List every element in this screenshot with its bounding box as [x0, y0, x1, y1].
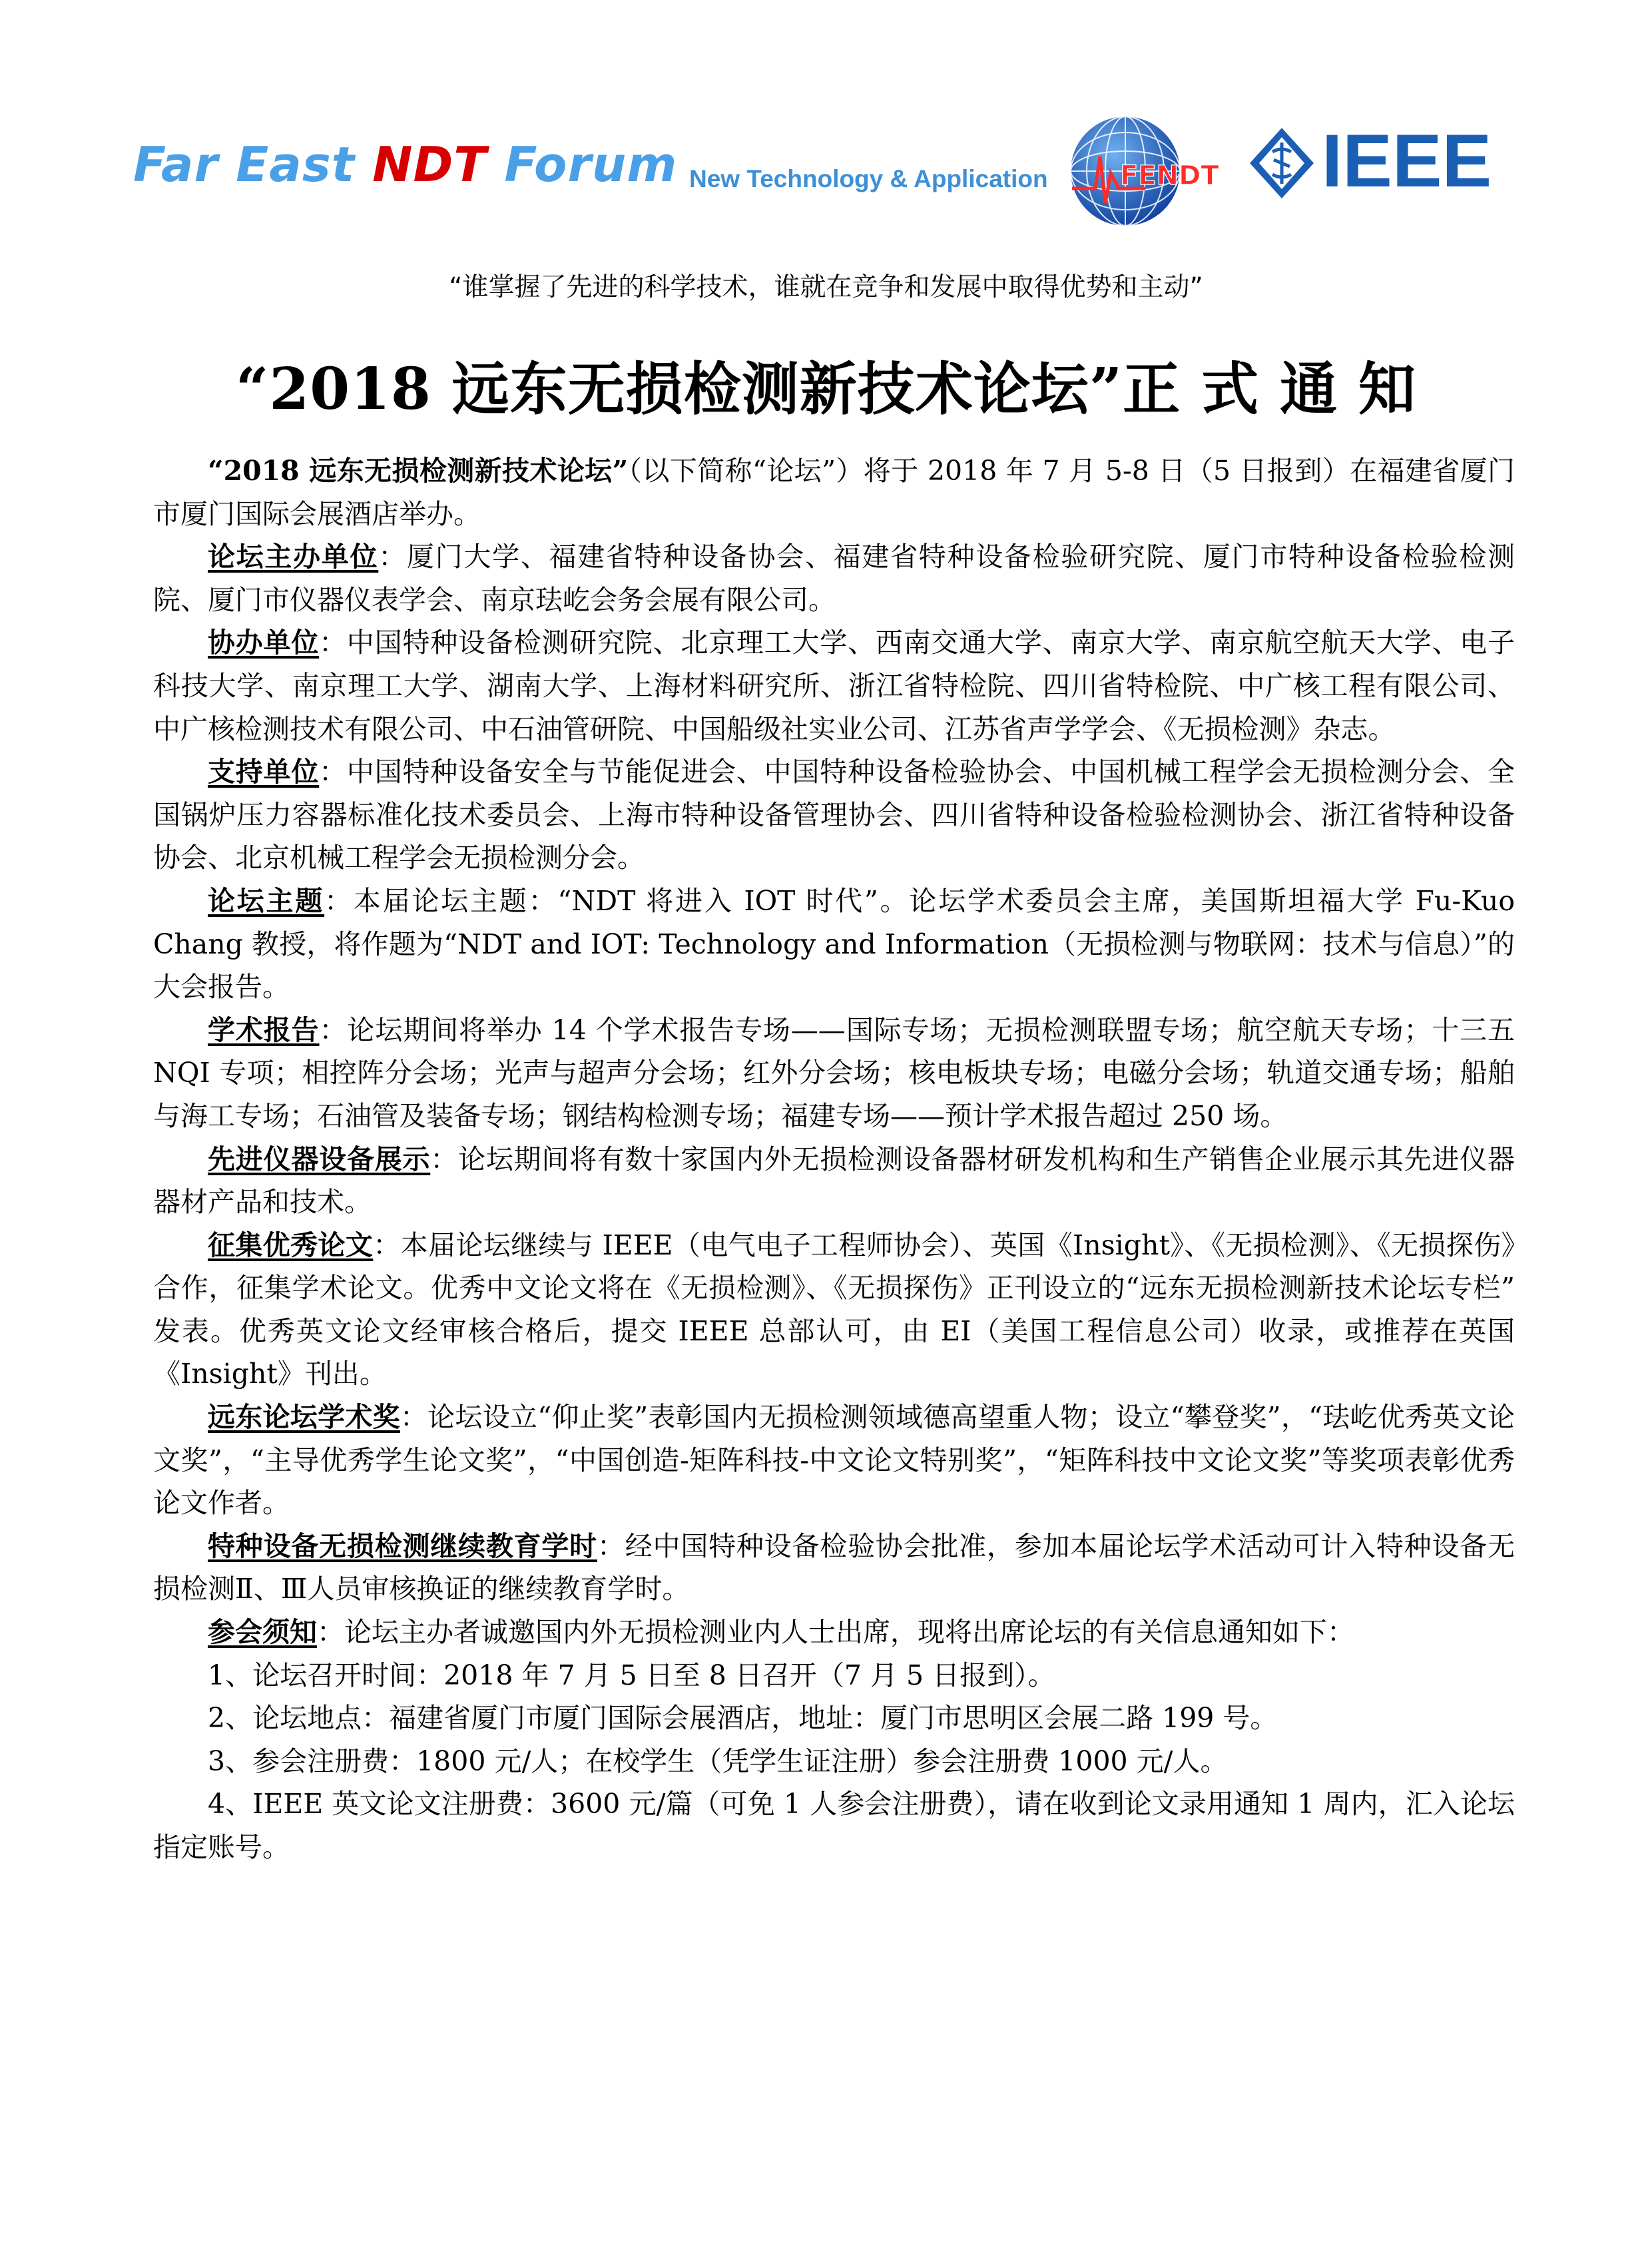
section-label: 特种设备无损检测继续教育学时: [208, 1530, 597, 1562]
fendt-globe-logo: [1059, 110, 1239, 230]
section-text: ：厦门大学、福建省特种设备协会、福建省特种设备检验研究院、厦门市特种设备检验检测院、厦门市仪器仪表学会、南京珐屹会务会展有限公司。: [153, 541, 1515, 616]
section-label: 支持单位: [208, 756, 320, 788]
section-text: ：论坛期间将举办 14 个学术报告专场——国际专场；无损检测联盟专场；航空航天专场；十三五 NQI 专项；相控阵分会场；光声与超声分会场；红外分会场；核电板块专场；电磁分会场；轨道交通专场；船舶与海工专场；石油管及装备专场；钢结构检测专场；福建专场——预计学术报告超过 250 场。: [153, 1013, 1515, 1132]
forum-title: [133, 137, 677, 192]
section-label: 征集优秀论文: [208, 1229, 374, 1261]
list-item: 2、论坛地点：福建省厦门市厦门国际会展酒店，地址：厦门市思明区会展二路 199 号。: [208, 1702, 1278, 1735]
intro-text: （以下简称“论坛”）将于 2018 年 7 月 5-8 日（5 日报到）在福建省厦门市厦门国际会展酒店举办。: [153, 455, 1515, 530]
section-text: ：论坛主办者诚邀国内外无损检测业内人士出席，现将出席论坛的有关信息通知如下：: [317, 1616, 1354, 1649]
forum-title-ndt: NDT: [372, 137, 487, 192]
section-label: 先进仪器设备展示: [208, 1143, 431, 1175]
section-label: 学术报告: [208, 1013, 320, 1046]
section-co-organizers: [153, 621, 1515, 750]
section-label: 论坛主题: [208, 884, 325, 917]
section-label: 远东论坛学术奖: [208, 1401, 400, 1434]
section-supporters: [153, 750, 1515, 880]
section-text: ：本届论坛主题：“NDT 将进入 IOT 时代”。论坛学术委员会主席，美国斯坦福大学 Fu-Kuo Chang 教授，将作题为“NDT and IOT: Technology and Information（无损检测与物联网：技术与信息）”的大会报告。: [153, 884, 1515, 1003]
section-text: ：论坛期间将有数十家国内外无损检测设备器材研发机构和生产销售企业展示其先进仪器器材产品和技术。: [153, 1143, 1515, 1219]
ieee-logo-text: IEEE: [1322, 120, 1492, 202]
section-text: ：经中国特种设备检验协会批准，参加本届论坛学术活动可计入特种设备无损检测Ⅱ、Ⅲ人员审核换证的继续教育学时。: [153, 1530, 1515, 1605]
section-label: 协办单位: [208, 627, 320, 659]
section-text: ：论坛设立“仰止奖”表彰国内无损检测领域德高望重人物；设立“攀登奖”，“珐屹优秀英文论文奖”，“主导优秀学生论文奖”，“中国创造-矩阵科技-中文论文特别奖”，“矩阵科技中文论文奖”等奖项表彰优秀论文作者。: [153, 1401, 1515, 1520]
forum-subtitle: New Technology & Application: [689, 165, 1048, 192]
notice-body: [153, 449, 1515, 1869]
ieee-logo: [1242, 120, 1502, 206]
document-title: “2018 远东无损检测新技术论坛”正 式 通 知: [235, 356, 1417, 423]
fendt-logo-text: FENDT: [1120, 160, 1219, 191]
list-item: 3、参会注册费：1800 元/人；在校学生（凭学生证注册）参会注册费 1000 元/人。: [208, 1745, 1228, 1777]
section-label: 论坛主办单位: [208, 541, 379, 573]
section-theme: [153, 880, 1515, 1009]
list-item: 1、论坛召开时间：2018 年 7 月 5 日至 8 日召开（7 月 5 日报到）。: [208, 1659, 1055, 1691]
section-awards: [153, 1396, 1515, 1525]
list-item: 4、IEEE 英文论文注册费：3600 元/篇（可免 1 人参会注册费），请在收到论文录用通知 1 周内，汇入论坛指定账号。: [153, 1788, 1515, 1863]
section-exhibition: [153, 1138, 1515, 1224]
forum-title-far-east: Far East: [133, 137, 373, 192]
section-text: ：中国特种设备安全与节能促进会、中国特种设备检验协会、中国机械工程学会无损检测分会、全国锅炉压力容器标准化技术委员会、上海市特种设备管理协会、四川省特种设备检验检测协会、浙江省特种设备协会、北京机械工程学会无损检测分会。: [153, 756, 1515, 874]
section-call-for-papers: [153, 1224, 1515, 1396]
section-label: 参会须知: [208, 1616, 317, 1649]
section-organizers: [153, 535, 1515, 621]
slogan: “谁掌握了先进的科学技术，谁就在竞争和发展中取得优势和主动”: [449, 272, 1203, 302]
section-text: ：中国特种设备检测研究院、北京理工大学、西南交通大学、南京大学、南京航空航天大学、电子科技大学、南京理工大学、湖南大学、上海材料研究所、浙江省特检院、四川省特检院、中广核工程有限公司、中广核检测技术有限公司、中石油管研院、中国船级社实业公司、江苏省声学学会、《无损检测》杂志。: [153, 627, 1515, 745]
section-education-hours: [153, 1525, 1515, 1611]
header: [0, 0, 1652, 240]
forum-title-forum: Forum: [487, 137, 678, 192]
section-text: ：本届论坛继续与 IEEE（电气电子工程师协会）、英国《Insight》、《无损检测》、《无损探伤》合作，征集学术论文。优秀中文论文将在《无损检测》、《无损探伤》正刊设立的“远东无损检测新技术论坛专栏” 发表。优秀英文论文经审核合格后，提交 IEEE 总部认可，由 EI（美国工程信息公司）收录，或推荐在英国《Insight》刊出。: [153, 1229, 1515, 1390]
section-attendance-notice: [153, 1611, 1515, 1654]
section-academic-reports: [153, 1009, 1515, 1138]
intro-lead: “2018 远东无损检测新技术论坛”: [208, 455, 629, 487]
intro-paragraph: [153, 449, 1515, 535]
